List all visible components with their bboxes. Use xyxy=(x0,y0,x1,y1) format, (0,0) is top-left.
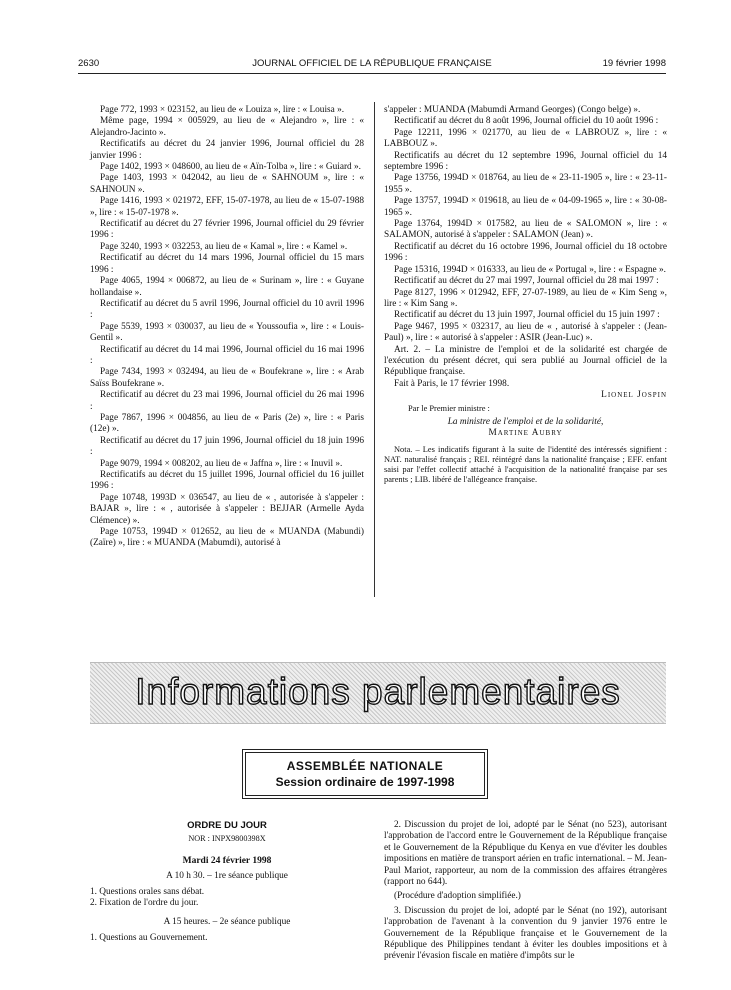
paragraph: (Procédure d'adoption simplifiée.) xyxy=(394,891,521,902)
ordre-right-column xyxy=(384,820,667,966)
ordre-title: ORDRE DU JOUR xyxy=(187,820,267,831)
article-2: Art. 2. – La ministre de l'emploi et de la solidarité est chargée de l'exécution du présent décret, qui sera publié au Journal officiel de la République française. xyxy=(384,344,667,378)
column-divider xyxy=(374,102,375,597)
paragraph: Page 13764, 1994D × 017582, au lieu de « SALOMON », lire : « SALAMON, autorisé à s'appeler : SALAMON (Jean) ». xyxy=(384,219,667,241)
paragraph: Page 9467, 1995 × 032317, au lieu de « , autorisé à s'appeler : (Jean-Paul) », lire : « autorisé à s'appeler : ASIR (Jean-Luc) ». xyxy=(384,321,667,344)
list-item: 1. Questions orales sans débat. xyxy=(90,886,205,897)
paragraph: Page 9079, 1994 × 008202, au lieu de « Jaffna », lire : « Inuvil ». xyxy=(100,458,343,469)
paragraph: Page 4065, 1994 × 006872, au lieu de « Surinam », lire : « Guyane hollandaise ». xyxy=(90,276,364,298)
page-number: 2630 xyxy=(78,58,100,69)
paragraph: Page 1416, 1993 × 021972, EFF, 15-07-1978, au lieu de « 15-07-1988 », lire : « 15-07-1978 ». xyxy=(90,196,364,218)
paragraph: Page 10753, 1994D × 012652, au lieu de « MUANDA (Mabundi) (Zaïre) », lire : « MUANDA (Mabumdi), autorisé à xyxy=(90,527,364,549)
paragraph: Page 10748, 1993D × 036547, au lieu de « , autorisée à s'appeler : BAJAR », lire : « , autorisée à s'appeler : BEJJAR (Armelle Ayda Clémence) ». xyxy=(90,492,364,526)
paragraph: Page 5539, 1993 × 030037, au lieu de « Youssoufia », lire : « Louis-Gentil ». xyxy=(90,321,364,344)
paragraph: Page 13756, 1994D × 018764, au lieu de « 23-11-1905 », lire : « 23-11-1955 ». xyxy=(384,173,667,195)
paragraph: s'appeler : MUANDA (Mabumdi Armand Georges) (Congo belge) ». xyxy=(384,105,641,115)
paragraph: Page 12211, 1996 × 021770, au lieu de « LABROUZ », lire : « LABBOUZ ». xyxy=(384,127,667,150)
paragraph: Page 8127, 1996 × 012942, EFF, 27-07-1989, au lieu de « Kim Seng », lire : « Kim Sang ». xyxy=(384,287,667,309)
paragraph: Rectificatif au décret du 17 juin 1996, Journal officiel du 18 juin 1996 : xyxy=(90,435,364,458)
paragraph: Rectificatif au décret du 14 mai 1996, Journal officiel du 16 mai 1996 : xyxy=(90,344,364,366)
paragraph: Page 7434, 1993 × 032494, au lieu de « Boufekrane », lire : « Arab Saïss Boufekrane ». xyxy=(90,367,364,389)
paragraph: Rectificatif au décret du 13 juin 1997, Journal officiel du 15 juin 1997 : xyxy=(394,310,660,321)
paragraph: 3. Discussion du projet de loi, adopté par le Sénat (no 192), autorisant l'approbation de l'avenant à la convention du 9 janvier 1976 entre le Gouvernement de la République française et le Gouvernement de la République des Philippines tendant à éviter les doubles impositions et à prévenir l'évasion fiscale en matière d'impôts sur le xyxy=(384,905,667,962)
paragraph: 2. Discussion du projet de loi, adopté par le Sénat (no 523), autorisant l'approbation de l'accord entre le Gouvernement de la République française et le Gouvernement de la République du Kenya en vue d'éviter les doubles impositions en matière de transport aérien en trafic international. – M. Jean-Paul Mariot, rapporteur, au nom de la commission des affaires étrangères (rapport no 644). xyxy=(384,820,667,888)
ministre-title: La ministre de l'emploi et de la solidarité, xyxy=(447,416,604,427)
signature-pm: Lionel Jospin xyxy=(601,390,667,401)
paragraph: Rectificatifs au décret du 24 janvier 1996, Journal officiel du 28 janvier 1996 : xyxy=(90,139,364,161)
session-2: A 15 heures. – 2e séance publique xyxy=(163,917,291,928)
paragraph: Page 15316, 1994D × 016333, au lieu de « Portugal », lire : « Espagne ». xyxy=(394,264,666,275)
paragraph: Rectificatif au décret du 16 octobre 1996, Journal officiel du 18 octobre 1996 : xyxy=(384,241,667,264)
header-rule xyxy=(78,73,666,74)
list-item: 2. Fixation de l'ordre du jour. xyxy=(90,898,199,909)
par-premier-ministre: Par le Premier ministre : xyxy=(408,403,490,413)
paragraph: Page 7867, 1996 × 004856, au lieu de « Paris (2e) », lire : « Paris (12e) ». xyxy=(90,412,364,435)
paragraph: Rectificatif au décret du 8 août 1996, Journal officiel du 10 août 1996 : xyxy=(394,116,659,127)
paragraph: Rectificatifs au décret du 12 septembre 1996, Journal officiel du 14 septembre 1996 : xyxy=(384,150,667,173)
paragraph: Même page, 1994 × 005929, au lieu de « Alejandro », lire : « Alejandro-Jacinto ». xyxy=(90,116,364,138)
paragraph: Page 1402, 1993 × 048600, au lieu de « Aïn-Tolba », lire : « Guiard ». xyxy=(100,162,361,173)
right-column xyxy=(384,105,667,485)
ordre-du-jour xyxy=(90,820,364,944)
paragraph: Page 772, 1993 × 023152, au lieu de « Louiza », lire : « Louisa ». xyxy=(100,105,345,115)
assemblee-box xyxy=(245,752,485,796)
paragraph: Rectificatif au décret du 5 avril 1996, Journal officiel du 10 avril 1996 : xyxy=(90,298,364,321)
section-banner xyxy=(90,662,666,724)
paragraph: Rectificatif au décret du 23 mai 1996, Journal officiel du 26 mai 1996 : xyxy=(90,390,364,412)
paragraph: Rectificatif au décret du 14 mars 1996, Journal officiel du 15 mars 1996 : xyxy=(90,253,364,275)
journal-title: JOURNAL OFFICIEL DE LA RÉPUBLIQUE FRANÇAISE xyxy=(252,58,492,69)
paragraph: Rectificatif au décret du 27 février 1996, Journal officiel du 29 février 1996 : xyxy=(90,219,364,241)
session-title: Session ordinaire de 1997-1998 xyxy=(275,775,455,789)
issue-date: 19 février 1998 xyxy=(602,58,666,69)
page-header xyxy=(78,56,666,72)
signature-ministre: Martine Aubry xyxy=(488,427,563,438)
sitting-day: Mardi 24 février 1998 xyxy=(182,855,272,866)
paragraph: Rectificatifs au décret du 15 juillet 1996, Journal officiel du 16 juillet 1996 : xyxy=(90,470,364,492)
paragraph: Rectificatif au décret du 27 mai 1997, Journal officiel du 28 mai 1997 : xyxy=(394,276,659,287)
session-1: A 10 h 30. – 1re séance publique xyxy=(166,871,288,882)
assemblee-title: ASSEMBLÉE NATIONALE xyxy=(286,759,444,773)
list-item: 1. Questions au Gouvernement. xyxy=(90,932,208,943)
paragraph: Page 13757, 1994D × 019618, au lieu de « 04-09-1965 », lire : « 30-08-1965 ». xyxy=(384,196,667,218)
left-column xyxy=(90,105,364,550)
banner-title: Informations parlementaires xyxy=(135,671,621,712)
paragraph: Page 1403, 1993 × 042042, au lieu de « SAHNOUM », lire : « SAHNOUN ». xyxy=(90,173,364,195)
nota: Nota. – Les indicatifs figurant à la suite de l'identité des intéressés signifient : NAT. naturalisé français ; REI. réintégré dans la nationalité française ; EFF. enfant saisi par l'effet collectif attaché à l'acquisition de la nationalité française par ses parents ; LIB. libéré de l'allégeance française. xyxy=(384,445,667,485)
place-date: Fait à Paris, le 17 février 1998. xyxy=(394,378,510,389)
nor-reference: NOR : INPX9800398X xyxy=(188,834,266,844)
paragraph: Page 3240, 1993 × 032253, au lieu de « Kamal », lire : « Kamel ». xyxy=(100,241,348,252)
